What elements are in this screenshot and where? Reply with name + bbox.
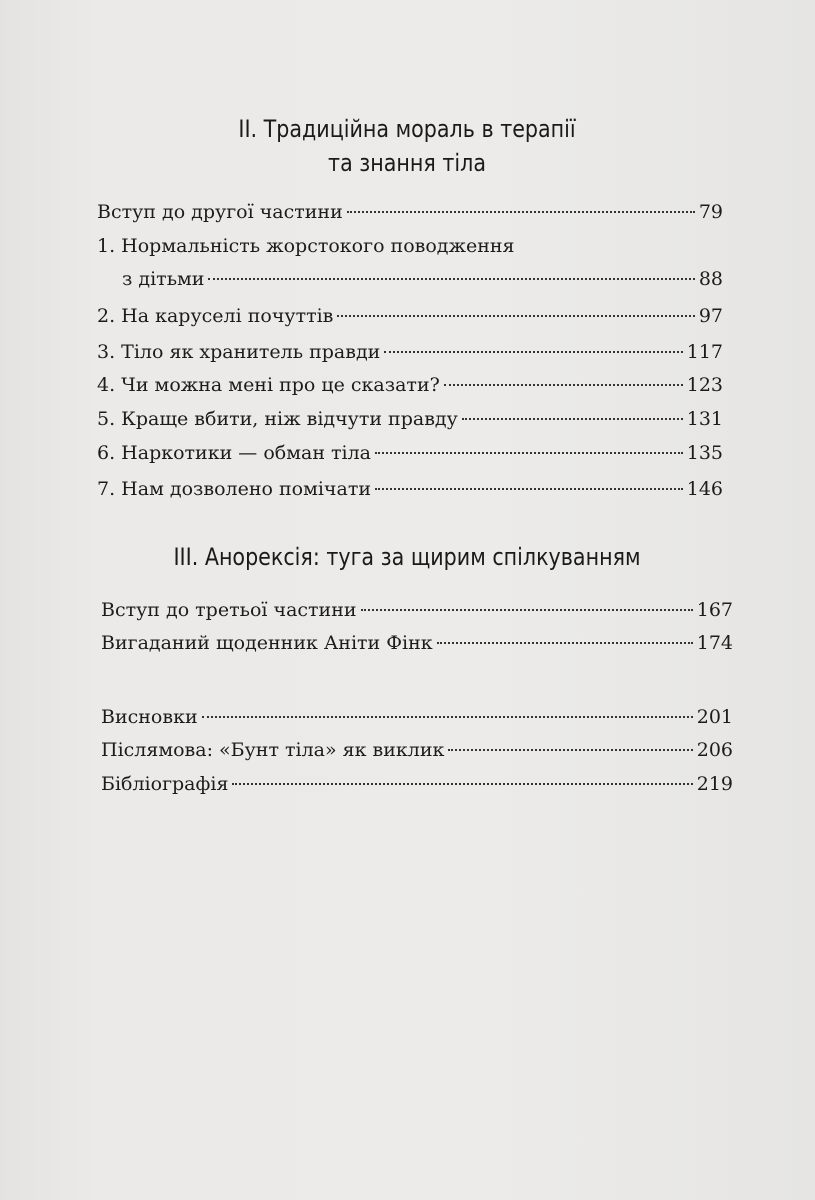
dot-leader xyxy=(232,783,692,785)
toc-entry-label: 1. Нормальність жорстокого поводження xyxy=(97,235,515,257)
toc-entry-label-continued: з дітьми xyxy=(122,268,205,290)
toc-entry xyxy=(97,476,723,502)
toc-entry xyxy=(97,303,723,329)
toc-entry-label: Вступ до другої частини xyxy=(97,201,343,223)
toc-entry-page: 135 xyxy=(686,442,723,464)
toc-entry xyxy=(101,737,733,763)
toc-entry xyxy=(97,199,723,225)
toc-entry-page: 97 xyxy=(698,305,723,327)
toc-entry xyxy=(97,372,723,398)
toc-entry-page: 79 xyxy=(698,201,723,223)
toc-entry xyxy=(101,771,733,797)
toc-entry xyxy=(101,630,733,656)
dot-leader xyxy=(375,488,683,490)
toc-entry-label: 7. Нам дозволено помічати xyxy=(97,478,371,500)
toc-entry-page: 88 xyxy=(698,268,723,290)
toc-entry-page: 167 xyxy=(696,599,733,621)
toc-entry-label: 4. Чи можна мені про це сказати? xyxy=(97,374,440,396)
toc-entry-page: 117 xyxy=(686,341,723,363)
dot-leader xyxy=(347,211,695,213)
toc-entry xyxy=(97,440,723,466)
toc-entry-label: Вигаданий щоденник Аніти Фінк xyxy=(101,632,433,654)
dot-leader xyxy=(384,351,682,353)
dot-leader xyxy=(444,384,683,386)
toc-entry-page: 146 xyxy=(686,478,723,500)
toc-entry-label: 2. На каруселі почуттів xyxy=(97,305,334,327)
toc-entry-label: Вступ до третьої частини xyxy=(101,599,357,621)
dot-leader xyxy=(361,609,693,611)
toc-entry-label: 5. Краще вбити, ніж відчути правду xyxy=(97,408,458,430)
toc-entry xyxy=(122,266,723,292)
part-3-heading: III. Анорексія: туга за щирим спілкуванням xyxy=(173,543,641,571)
part-2-heading xyxy=(57,112,758,180)
toc-entry-page: 123 xyxy=(686,374,723,396)
dot-leader xyxy=(208,278,694,280)
toc-entry-page: 174 xyxy=(696,632,733,654)
dot-leader xyxy=(462,418,683,420)
toc-entry-page: 219 xyxy=(696,773,733,795)
toc-entry xyxy=(97,406,723,432)
toc-entry xyxy=(97,339,723,365)
toc-entry-label: Висновки xyxy=(101,706,198,728)
toc-entry-label: Бібліографія xyxy=(101,773,229,795)
toc-entry-label: 6. Наркотики — обман тіла xyxy=(97,442,372,464)
part-2-heading-line-1: II. Традиційна мораль в терапії xyxy=(238,115,576,143)
toc-entry-page: 131 xyxy=(686,408,723,430)
toc-entry-page: 201 xyxy=(696,706,733,728)
toc-entry xyxy=(101,704,733,730)
dot-leader xyxy=(337,315,694,317)
toc-entry-page: 206 xyxy=(696,739,733,761)
dot-leader xyxy=(437,642,693,644)
toc-entry-label: Післямова: «Бунт тіла» як виклик xyxy=(101,739,445,761)
toc-entry-label: 3. Тіло як хранитель правди xyxy=(97,341,381,363)
toc-entry xyxy=(101,597,733,623)
dot-leader xyxy=(375,452,683,454)
dot-leader xyxy=(448,749,692,751)
dot-leader xyxy=(202,716,693,718)
part-2-heading-line-2: та знання тіла xyxy=(328,149,486,177)
